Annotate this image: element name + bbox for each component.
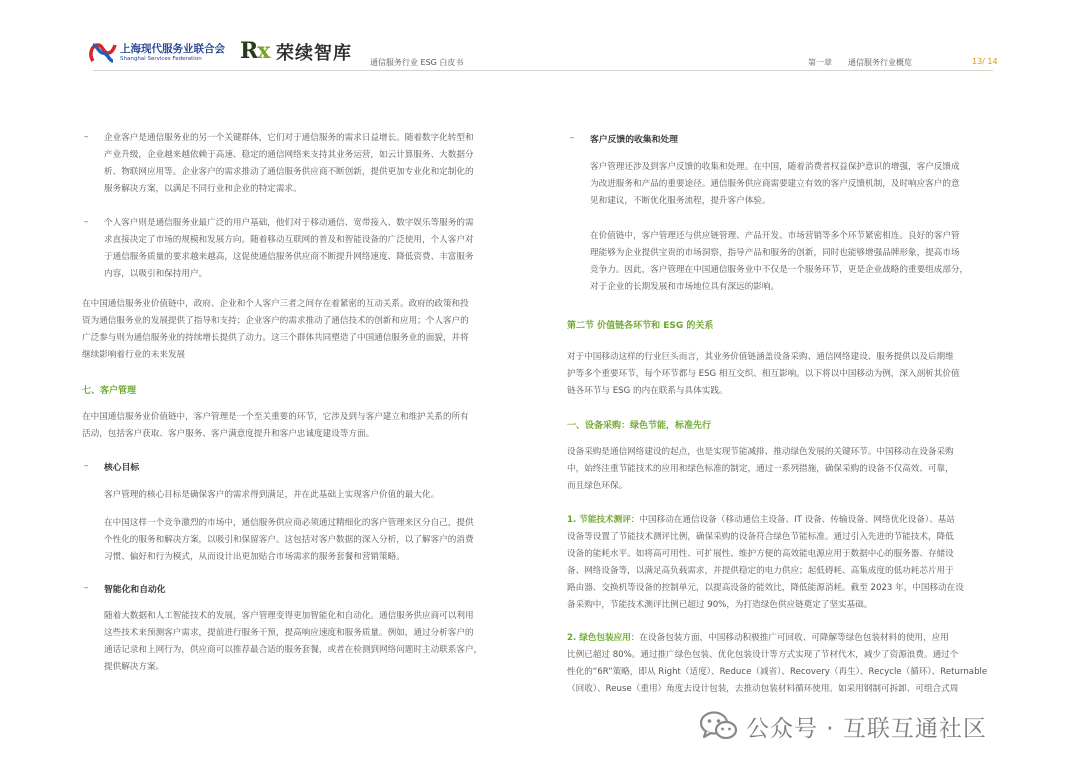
wechat-watermark — [700, 706, 987, 746]
text-line: 通话记录和上网行为，供应商可以推荐最合适的服务套餐，或者在检测到网络问题时主动联系客户， — [104, 645, 483, 655]
text-line: 析、物联网应用等。企业客户的需求推动了通信服务供应商不断创新，提供更加专业化和定制化的 — [104, 167, 474, 177]
text-line: 资为通信服务业的发展提供了指导和支持；企业客户的需求推动了通信技术的创新和应用；个人客户的 — [82, 316, 469, 326]
text-line: 设备采购是通信网络建设的起点，也是实现节能减排、推动绿色发展的关键环节。中国移动在设备采购 — [567, 447, 954, 457]
item-energy-saving-evaluation — [567, 512, 964, 614]
text-line: 中，始终注重节能技术的应用和绿色标准的制定，通过一系列措施，确保采购的设备不仅高效、可靠， — [567, 464, 954, 474]
text-line: 求直接决定了市场的规模和发展方向。随着移动互联网的普及和智能设备的广泛使用，个人客户对 — [104, 235, 474, 245]
text-line: 在价值链中，客户管理还与供应链管理、产品开发、市场营销等多个环节紧密相连。良好的客户管 — [590, 231, 960, 241]
text-line: 服务解决方案，以满足不同行业和企业的特定需求。 — [104, 184, 302, 194]
text-line: （回收）、Reuse（重用）角度去设计包装，去推动包装材料循环使用。如采用钢制可拆卸、可组合式周 — [567, 684, 959, 694]
personal-customer-paragraph — [104, 215, 474, 283]
brand-logo-mark — [240, 38, 269, 64]
item-text: 中国移动在通信设备（移动通信主设备、IT 设备、传输设备、网络优化设备）、基站 — [639, 515, 955, 525]
text-line: 竞争力。因此，客户管理在中国通信服务业中不仅是一个服务环节，更是企业战略的重要组成部分， — [590, 265, 969, 275]
text-line: 理能够为企业提供宝贵的市场洞察，指导产品和服务的创新，同时也能够增强品牌形象，提高市场 — [590, 248, 960, 258]
text-line: 在中国通信服务业价值链中，客户管理是一个至关重要的环节，它涉及到与客户建立和维护关系的所有 — [82, 412, 469, 422]
report-title: 通信服务行业 ESG 白皮书 — [370, 58, 464, 67]
intelligent-automation-paragraph — [104, 608, 482, 676]
text-line: 客户管理的核心目标是确保客户的需求得到满足，并在此基础上实现客户价值的最大化。 — [104, 490, 440, 500]
text-line: 见和建议，不断优化服务流程，提升客户体验。 — [590, 196, 771, 206]
procurement-paragraph — [567, 444, 954, 495]
chapter-label: 第一章 — [808, 58, 832, 67]
core-goal-paragraph-1 — [104, 487, 439, 504]
text-line: 对于中国移动这样的行业巨头而言，其业务价值链涵盖设备采购、通信网络建设、服务提供以及后期维 — [567, 352, 954, 362]
feedback-paragraph-1 — [590, 159, 960, 210]
text-line: 内容，以吸引和保持用户。 — [104, 269, 208, 279]
heading-equipment-procurement: 一、设备采购：绿色节能，标准先行 — [567, 421, 712, 431]
text-line: 这些技术来预测客户需求，提前进行服务干预，提高响应速度和服务质量。例如，通过分析客户的 — [104, 628, 474, 638]
text-line: 产业升级，企业越来越依赖于高速、稳定的通信网络来支持其业务运营，如云计算服务、大数据分 — [104, 150, 474, 160]
enterprise-customer-paragraph — [104, 130, 474, 198]
federation-name-en: Shanghai Services Federation — [120, 56, 202, 62]
subheading-feedback: 客户反馈的收集和处理 — [590, 135, 678, 145]
text-line: 客户管理还涉及到客户反馈的收集和处理。在中国，随着消费者权益保护意识的增强，客户反馈成 — [590, 162, 960, 172]
text-line: 在中国通信服务业价值链中，政府、企业和个人客户三者之间存在着紧密的互动关系。政府的政策和投 — [82, 299, 469, 309]
item-label: 2. 绿色包装应用： — [567, 633, 640, 643]
text-line: 提供解决方案。 — [104, 662, 165, 672]
text-line: 性化的“6R”策略，即从 Right（适度）、Reduce（减省）、Recovery（再生）、Recycle（循环）、Returnable — [567, 667, 988, 677]
text-line: 随着大数据和人工智能技术的发展，客户管理变得更加智能化和自动化。通信服务供应商可以利用 — [104, 611, 474, 621]
text-line: 个人客户则是通信服务业最广泛的用户基础，他们对于移动通信、宽带接入、数字娱乐等服务的需 — [104, 218, 474, 228]
text-line: 习惯、偏好和行为模式，从而设计出更加贴合市场需求的服务套餐和营销策略。 — [104, 552, 405, 562]
value-chain-esg-intro — [567, 349, 960, 400]
section-heading-value-chain-esg: 第二节 价值链各环节和 ESG 的关系 — [567, 321, 714, 331]
bullet-dash: – — [570, 133, 575, 143]
header-divider — [93, 70, 993, 71]
watermark-text: 公众号 · 互联互通社区 — [746, 715, 987, 742]
bullet-dash: – — [84, 461, 89, 471]
text-line: 活动，包括客户获取、客户服务、客户满意度提升和客户忠诚度建设等方面。 — [82, 429, 375, 439]
page-number: 13/ 14 — [972, 57, 998, 66]
text-line: 链各环节与 ESG 的内在联系与具体实践。 — [567, 386, 728, 396]
section-heading-customer-management: 七、客户管理 — [82, 386, 137, 396]
brand-logo-r: R — [240, 38, 258, 64]
text-line — [567, 512, 964, 529]
federation-logo-icon — [89, 41, 117, 65]
text-line: 而且绿色环保。 — [567, 481, 628, 491]
item-green-packaging — [567, 630, 987, 698]
text-line: 设备的能耗水平。如将高可用性、可扩展性、维护方便的高效能电源应用于数据中心的服务器、存储设 — [567, 549, 954, 559]
value-chain-summary-paragraph — [82, 296, 469, 364]
bullet-dash: – — [84, 217, 89, 227]
item-text: 在设备包装方面，中国移动积极推广可回收、可降解等绿色包装材料的使用，应用 — [639, 633, 949, 643]
subheading-core-goal: 核心目标 — [104, 463, 140, 473]
subheading-intelligent-automation: 智能化和自动化 — [104, 585, 166, 595]
text-line: 广泛参与则为通信服务业的持续增长提供了动力。这三个群体共同塑造了中国通信服务业的面貌，并将 — [82, 333, 469, 343]
text-line: 为改进服务和产品的重要途径。通信服务供应商需要建立有效的客户反馈机制，及时响应客户的意 — [590, 179, 960, 189]
bullet-dash: – — [84, 583, 89, 593]
text-line: 备、网络设备等，以满足高负载需求，并提供稳定的电力供应；起低碍耗、高集成度的低功耗芯片用于 — [567, 566, 954, 576]
bullet-dash: – — [84, 132, 89, 142]
text-line: 在中国这样一个竞争激烈的市场中，通信服务供应商必须通过精细化的客户管理来区分自己，提供 — [104, 518, 474, 528]
text-line — [567, 630, 987, 647]
text-line: 设备等设置了节能技术测评比例，确保采购的设备符合绿色节能标准。通过引入先进的节能技术，降低 — [567, 532, 954, 542]
text-line: 个性化的服务和解决方案，以吸引和保留客户。这包括对客户数据的深入分析，以了解客户的消费 — [104, 535, 474, 545]
brand-logo-x: x — [257, 38, 270, 64]
text-line: 护等多个重要环节，每个环节都与 ESG 相互交织、相互影响。以下将以中国移动为例，深入剖析其价值 — [567, 369, 960, 379]
core-goal-paragraph-2 — [104, 515, 474, 566]
text-line: 继续影响着行业的未来发展 — [82, 350, 186, 360]
customer-management-intro — [82, 409, 469, 443]
text-line: 比例已超过 80%。通过推广绿色包装、优化包装设计等方式实现了节材代木，减少了资源浪费。通过个 — [567, 650, 959, 660]
section-label: 通信服务行业概览 — [848, 58, 912, 67]
item-label: 1. 节能技术测评： — [567, 515, 640, 525]
federation-name-cn: 上海现代服务业联合会 — [120, 43, 225, 55]
feedback-paragraph-2 — [590, 228, 968, 296]
text-line: 路由器、交换机等设备的控制单元，以提高设备的能效比，降低能源消耗。截至 2023 年，中国移动在设 — [567, 583, 964, 593]
text-line: 于通信服务质量的要求越来越高，这促使通信服务供应商不断提升网络速度、降低资费、丰富服务 — [104, 252, 474, 262]
wechat-icon — [700, 711, 738, 741]
text-line: 企业客户是通信服务业的另一个关键群体，它们对于通信服务的需求日益增长。随着数字化转型和 — [104, 133, 474, 143]
text-line: 备采购中，节能技术测评比例已超过 90%，为打造绿色供应链奠定了坚实基础。 — [567, 600, 873, 610]
brand-name: 荣续智库 — [276, 43, 352, 64]
text-line: 对于企业的长期发展和市场地位具有深远的影响。 — [590, 282, 780, 292]
